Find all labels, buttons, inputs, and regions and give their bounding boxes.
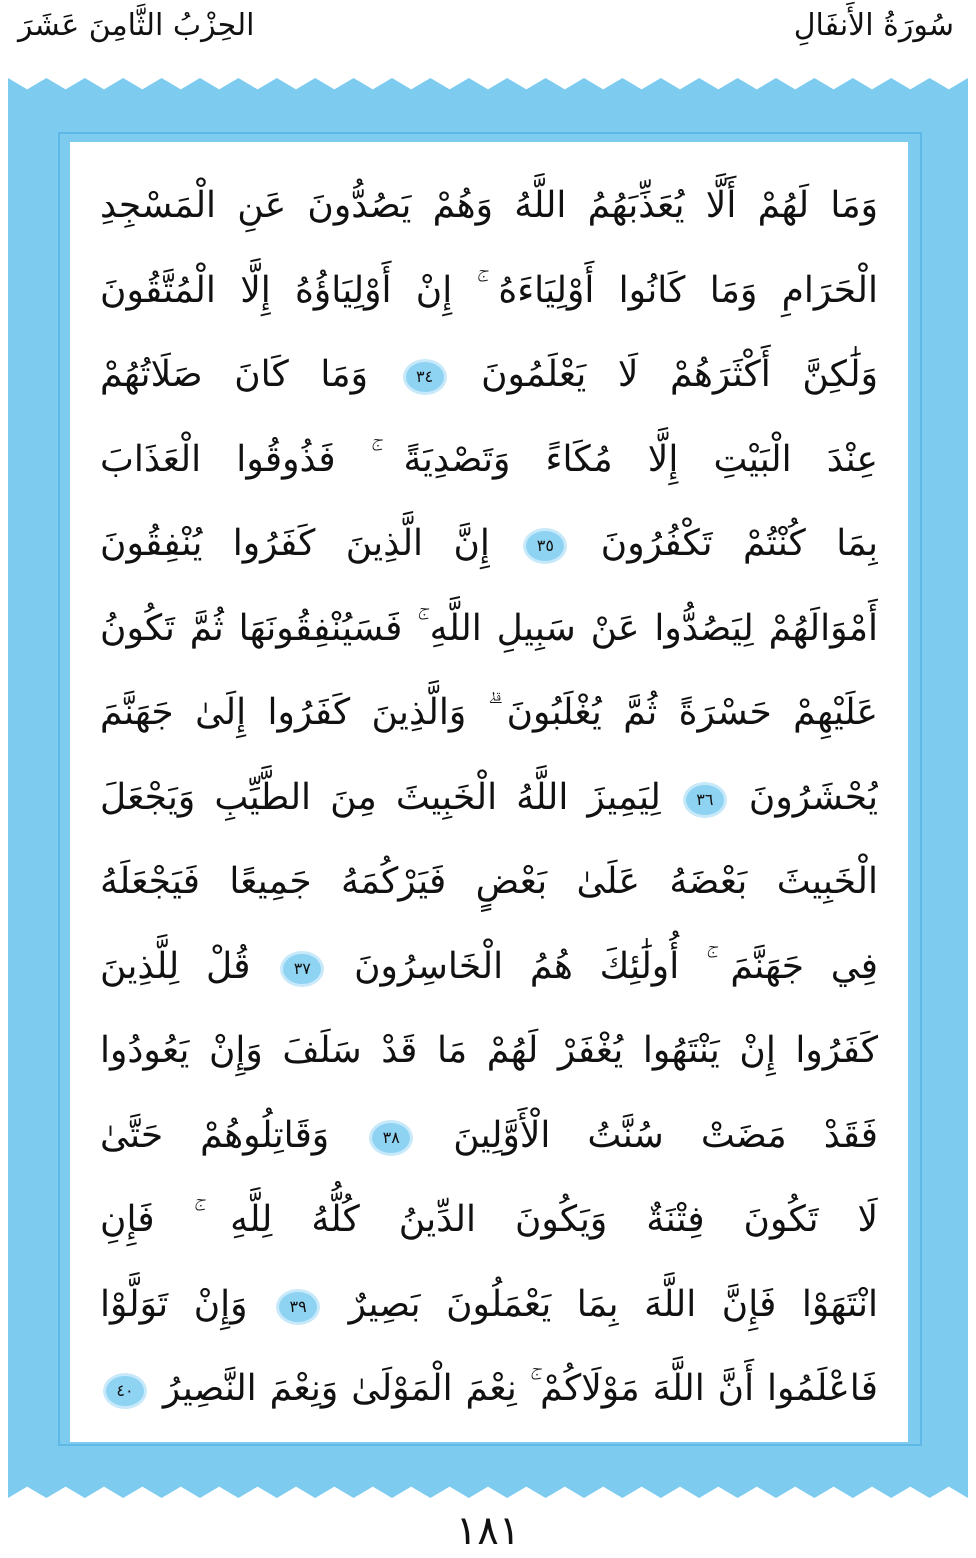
page-header: [0, 0, 976, 70]
line-text-after: إِنَّ الَّذِينَ كَفَرُوا يُنْفِقُونَ: [100, 523, 490, 564]
line-text: أَمْوَالَهُمْ لِيَصُدُّوا عَنْ سَبِيلِ اللَّهِ ۚ فَسَيُنْفِقُونَهَا ثُمَّ تَكُونُ: [100, 607, 878, 649]
verse-line: [100, 502, 878, 587]
line-text-after: وَقَاتِلُوهُمْ حَتَّىٰ: [100, 1114, 330, 1156]
verse-line: [100, 1094, 878, 1179]
ayah-number-marker: ٣٧: [283, 954, 321, 984]
ayah-number-marker: ٣٥: [526, 531, 564, 561]
verse-line: [100, 587, 878, 672]
verse-line: [100, 1178, 878, 1263]
line-text: عِنْدَ الْبَيْتِ إِلَّا مُكَاءً وَتَصْدِيَةً ۚ فَذُوقُوا الْعَذَابَ: [100, 438, 878, 480]
verse-line: [100, 1347, 878, 1432]
line-text: يُحْشَرُونَ: [748, 776, 878, 818]
verse-line: [100, 671, 878, 756]
line-text: بِمَا كُنْتُمْ تَكْفُرُونَ: [600, 523, 878, 564]
quran-page: [70, 142, 908, 1442]
line-text: فِي جَهَنَّمَ ۚ أُولَٰئِكَ هُمُ الْخَاسِرُونَ: [354, 945, 878, 987]
ayah-number-marker: ٣٤: [406, 362, 444, 392]
line-text: وَمَا لَهُمْ أَلَّا يُعَذِّبَهُمُ اللَّهُ وَهُمْ يَصُدُّونَ عَنِ الْمَسْجِدِ: [100, 185, 878, 226]
verse-line: [100, 1009, 878, 1094]
ayah-number-marker: ٣٦: [686, 785, 724, 815]
verse-line: [100, 925, 878, 1010]
hizb-label: الحِزْبُ الثَّامِنَ عَشَرَ: [18, 8, 255, 43]
verse-line: [100, 840, 878, 925]
line-text-after: قُلْ لِلَّذِينَ: [100, 945, 251, 987]
line-text: وَلَٰكِنَّ أَكْثَرَهُمْ لَا يَعْلَمُونَ: [481, 354, 878, 395]
line-text: انْتَهَوْا فَإِنَّ اللَّهَ بِمَا يَعْمَلُونَ بَصِيرٌ: [348, 1283, 878, 1325]
line-text-after: وَمَا كَانَ صَلَاتُهُمْ: [100, 354, 368, 395]
surah-name: سُورَةُ الأَنفَالِ: [793, 8, 954, 43]
line-text-after: وَإِنْ تَوَلَّوْا: [100, 1283, 248, 1325]
line-text-after: لِيَمِيزَ اللَّهُ الْخَبِيثَ مِنَ الطَّيِّبِ وَيَجْعَلَ: [100, 776, 661, 818]
ayah-number-marker: ٤٠: [106, 1376, 144, 1406]
verse-line: [100, 756, 878, 841]
ayah-number-marker: ٣٨: [372, 1123, 410, 1153]
ayah-number-marker: ٣٩: [279, 1292, 317, 1322]
verse-line: [100, 333, 878, 418]
verse-lines: [100, 164, 878, 1432]
verse-line: [100, 249, 878, 334]
line-text: عَلَيْهِمْ حَسْرَةً ثُمَّ يُغْلَبُونَ ۗ وَالَّذِينَ كَفَرُوا إِلَىٰ جَهَنَّمَ: [100, 692, 878, 733]
verse-line: [100, 1263, 878, 1348]
line-text: الْحَرَامِ وَمَا كَانُوا أَوْلِيَاءَهُ ۚ إِنْ أَوْلِيَاؤُهُ إِلَّا الْمُتَّقُونَ: [100, 269, 878, 311]
page-number: ١٨١: [455, 1508, 521, 1554]
line-text: فَاعْلَمُوا أَنَّ اللَّهَ مَوْلَاكُمْ ۚ نِعْمَ الْمَوْلَىٰ وَنِعْمَ النَّصِيرُ: [162, 1368, 878, 1409]
line-text: كَفَرُوا إِنْ يَنْتَهُوا يُغْفَرْ لَهُمْ مَا قَدْ سَلَفَ وَإِنْ يَعُودُوا: [100, 1030, 878, 1071]
line-text: فَقَدْ مَضَتْ سُنَّتُ الْأَوَّلِينَ: [453, 1114, 878, 1156]
verse-line: [100, 164, 878, 249]
line-text: الْخَبِيثَ بَعْضَهُ عَلَىٰ بَعْضٍ فَيَرْكُمَهُ جَمِيعًا فَيَجْعَلَهُ: [100, 861, 878, 902]
line-text: لَا تَكُونَ فِتْنَةٌ وَيَكُونَ الدِّينُ كُلُّهُ لِلَّهِ ۚ فَإِنِ: [100, 1199, 878, 1240]
verse-line: [100, 418, 878, 503]
